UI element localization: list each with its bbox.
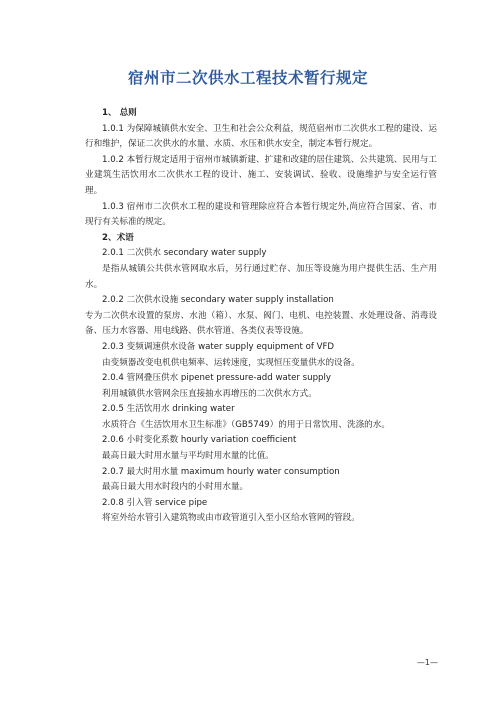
- paragraph: 是指从城镇公共供水管网取水后，另行通过贮存、加压等设施为用户提供生活、生产用水。: [85, 263, 437, 290]
- paragraph: 由变频器改变电机供电频率、运转速度，实现恒压变量供水的设备。: [102, 357, 360, 368]
- paragraph: 1.0.1 为保障城镇供水安全、卫生和社会公众利益，规范宿州市二次供水工程的建设、运行和维护，保证二次供水的水量、水质、水压和供水安全，制定本暂行规定。: [85, 123, 437, 150]
- paragraph: 2.0.7 最大时用水量 maximum hourly water consumption: [102, 466, 340, 477]
- section-heading: 2、术语: [102, 232, 134, 243]
- paragraph: 2.0.1 二次供水 secondary water supply: [102, 248, 267, 259]
- paragraph: 专为二次供水设置的泵房、水池（箱）、水泵、阀门、电机、电控装置、水处理设备、消毒设备、压力水容器、用电线路、供水管道、各类仪表等设施。: [85, 310, 437, 337]
- paragraph: 利用城镇供水管网余压直接抽水再增压的二次供水方式。: [102, 388, 317, 399]
- paragraph: 2.0.5 生活饮用水 drinking water: [102, 404, 235, 415]
- paragraph: 水质符合《生活饮用水卫生标准》（GB5749）的用于日常饮用、洗涤的水。: [102, 419, 390, 430]
- paragraph: 2.0.3 变频调速供水设备 water supply equipment of VFD: [102, 341, 335, 352]
- document-body: [85, 106, 437, 527]
- document-title: 宿州市二次供水工程技术暂行规定: [127, 69, 368, 87]
- paragraph: 2.0.8 引入管 service pipe: [102, 497, 208, 508]
- page-number: —1—: [416, 658, 438, 667]
- paragraph: 2.0.6 小时变化系数 hourly variation coefficient: [102, 435, 297, 446]
- section-heading: 1、 总则: [102, 108, 137, 118]
- paragraph: 2.0.2 二次供水设施 secondary water supply installation: [102, 295, 334, 306]
- paragraph: 将室外给水管引入建筑物或由市政管道引入至小区给水管网的管段。: [102, 513, 360, 524]
- paragraph: 2.0.4 管网叠压供水 pipenet pressure-add water supply: [102, 373, 331, 384]
- paragraph: 1.0.2 本暂行规定适用于宿州市城镇新建、扩建和改建的居住建筑、公共建筑、民用与工业建筑生活饮用水二次供水工程的设计、施工、安装调试、验收、设施维护与安全运行管理。: [85, 154, 437, 196]
- paragraph: 最高日最大用水时段内的小时用水量。: [102, 482, 249, 493]
- paragraph: 最高日最大时用水量与平均时用水量的比值。: [102, 451, 274, 462]
- paragraph: 1.0.3 宿州市二次供水工程的建设和管理除应符合本暂行规定外,尚应符合国家、省、市现行有关标准的规定。: [85, 201, 437, 228]
